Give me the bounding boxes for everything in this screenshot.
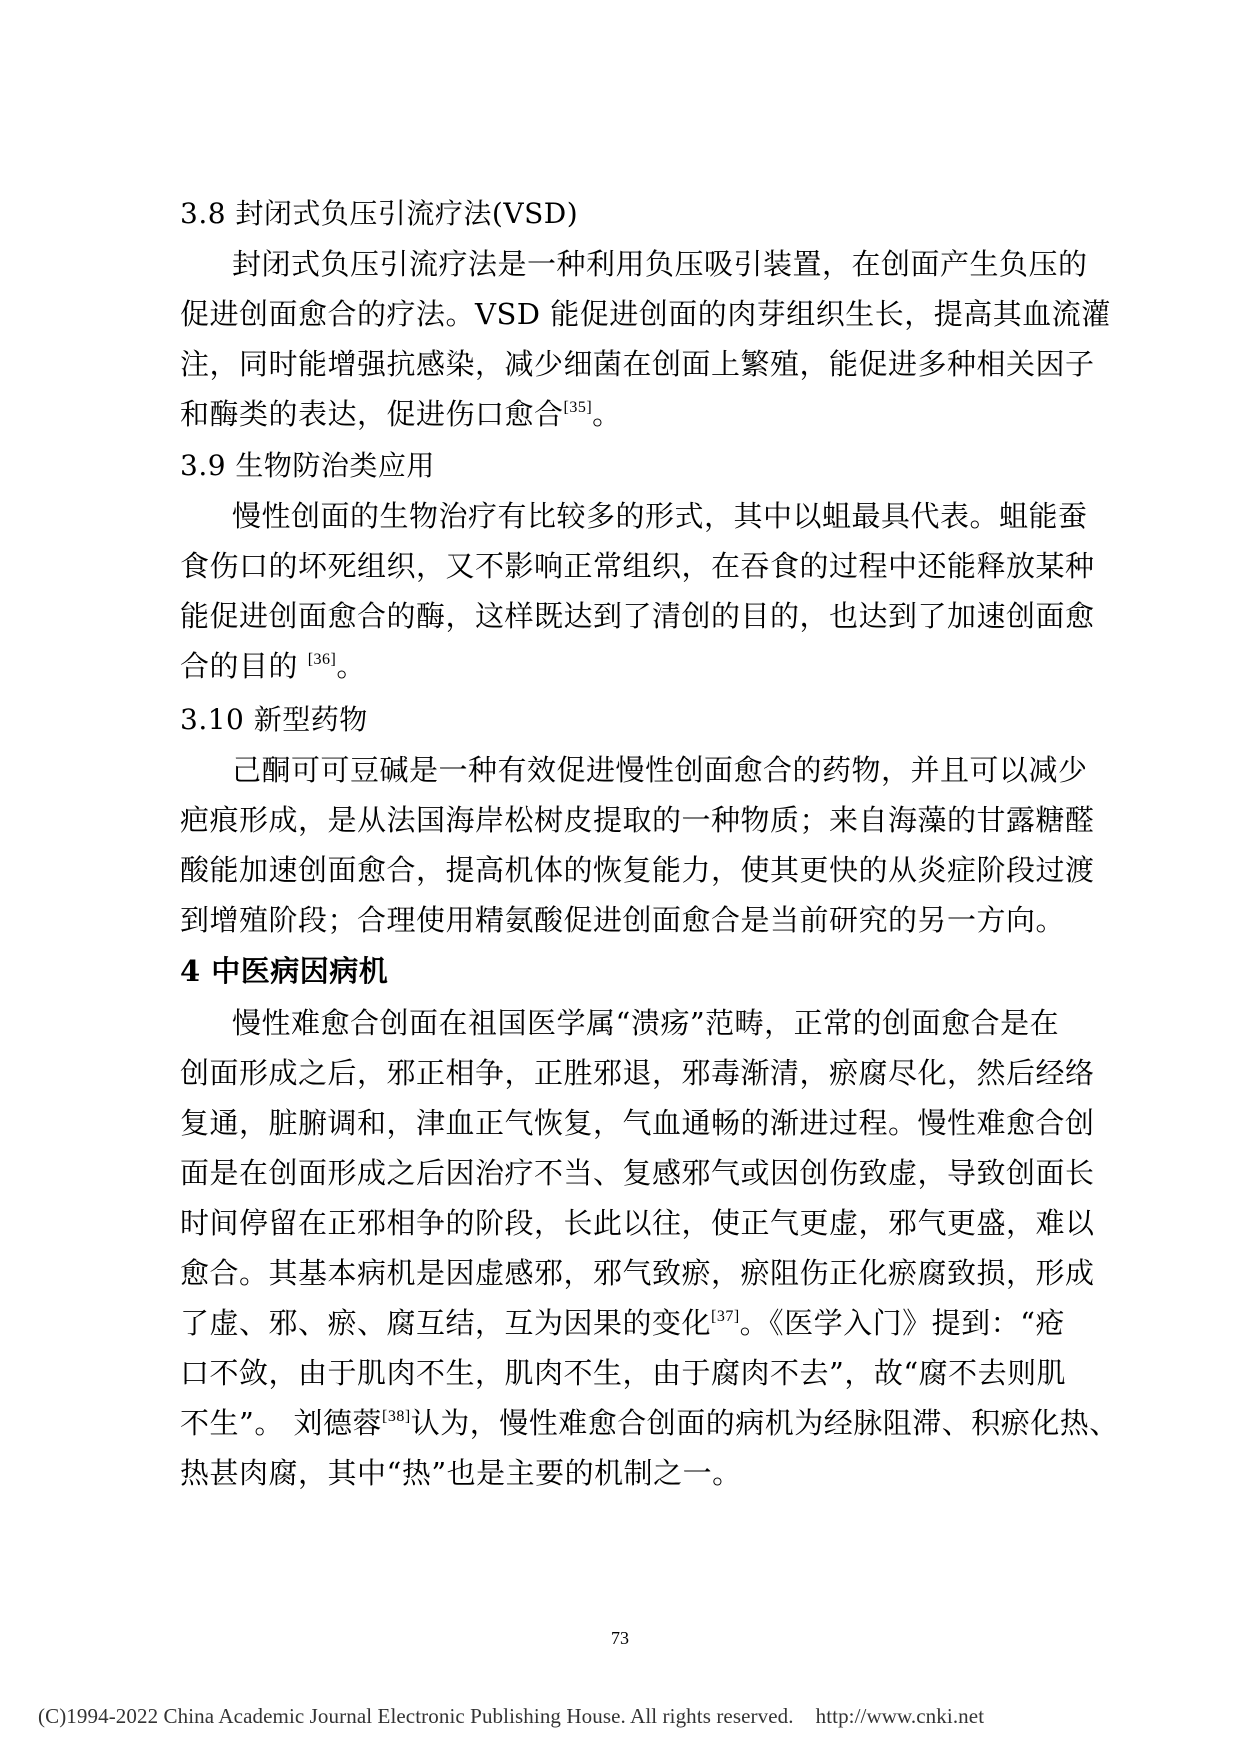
paragraph-line: 口不敛，由于肌肉不生，肌肉不生，由于腐肉不去”，故“腐不去则肌 [180, 1356, 1067, 1390]
paragraph-line [180, 394, 622, 434]
line-text: 。 [592, 397, 622, 431]
citation-ref: [38] [382, 1408, 411, 1425]
footer-url: http://www.cnki.net [815, 1704, 985, 1728]
line-text: 。 [336, 649, 366, 683]
paragraph-line: 酸能加速创面愈合，提高机体的恢复能力，使其更快的从炎症阶段过渡 [180, 853, 1095, 887]
line-text: 了虚、邪、瘀、腐互结，互为因果的变化 [180, 1306, 712, 1340]
line-text: 和酶类的表达，促进伤口愈合 [180, 397, 564, 431]
section-heading-4: 4 中医病因病机 [180, 954, 389, 988]
paragraph-line: 创面形成之后，邪正相争，正胜邪退，邪毒渐清，瘀腐尽化，然后经络 [180, 1056, 1095, 1090]
line-text: 。《医学入门》提到：“疮 [739, 1306, 1065, 1340]
section-heading-3-8: 3.8 封闭式负压引流疗法(VSD) [180, 197, 579, 230]
section-heading-3-9: 3.9 生物防治类应用 [180, 449, 435, 482]
paragraph-line: 慢性难愈合创面在祖国医学属“溃疡”范畴，正常的创面愈合是在 [232, 1006, 1060, 1040]
citation-ref: [35] [563, 399, 593, 416]
paragraph-line: 能促进创面愈合的酶，这样既达到了清创的目的，也达到了加速创面愈 [180, 599, 1095, 633]
line-text: 认为，慢性难愈合创面的病机为经脉阻滞、积瘀化热、 [410, 1406, 1119, 1440]
copyright-footer [38, 1704, 984, 1729]
paragraph-line: 封闭式负压引流疗法是一种利用负压吸引装置，在创面产生负压的 [232, 247, 1088, 281]
paragraph-line: 促进创面愈合的疗法。VSD 能促进创面的肉芽组织生长，提高其血流灌 [180, 297, 1111, 331]
paragraph-line: 时间停留在正邪相争的阶段，长此以往，使正气更虚，邪气更盛，难以 [180, 1206, 1095, 1240]
citation-ref: [36] [307, 651, 337, 668]
citation-ref: [37] [711, 1308, 740, 1325]
paragraph-line: 复通，脏腑调和，津血正气恢复，气血通畅的渐进过程。慢性难愈合创 [180, 1106, 1095, 1140]
paragraph-line: 疤痕形成，是从法国海岸松树皮提取的一种物质；来自海藻的甘露糖醛 [180, 803, 1095, 837]
paragraph-line [180, 1303, 1065, 1343]
paragraph-line: 到增殖阶段；合理使用精氨酸促进创面愈合是当前研究的另一方向。 [180, 903, 1066, 937]
section-heading-3-10: 3.10 新型药物 [180, 703, 368, 736]
line-text: 不生”。 刘德蓉 [180, 1406, 383, 1440]
line-text: 合的目的 [180, 649, 308, 683]
paragraph-line [180, 646, 366, 686]
paragraph-line [180, 1403, 1119, 1443]
paragraph-line: 面是在创面形成之后因治疗不当、复感邪气或因创伤致虚，导致创面长 [180, 1156, 1095, 1190]
page-number: 73 [611, 1628, 629, 1648]
paragraph-line: 食伤口的坏死组织，又不影响正常组织，在吞食的过程中还能释放某种 [180, 549, 1095, 583]
copyright-text: (C)1994-2022 China Academic Journal Electronic Publishing House. All rights reserved. [38, 1704, 794, 1728]
paragraph-line: 热甚肉腐，其中“热”也是主要的机制之一。 [180, 1456, 742, 1490]
paragraph-line: 慢性创面的生物治疗有比较多的形式，其中以蛆最具代表。蛆能蚕 [232, 499, 1088, 533]
paragraph-line: 愈合。其基本病机是因虚感邪，邪气致瘀，瘀阻伤正化瘀腐致损，形成 [180, 1256, 1095, 1290]
paragraph-line: 注，同时能增强抗感染，减少细菌在创面上繁殖，能促进多种相关因子 [180, 347, 1095, 381]
paragraph-line: 己酮可可豆碱是一种有效促进慢性创面愈合的药物，并且可以减少 [232, 753, 1088, 787]
